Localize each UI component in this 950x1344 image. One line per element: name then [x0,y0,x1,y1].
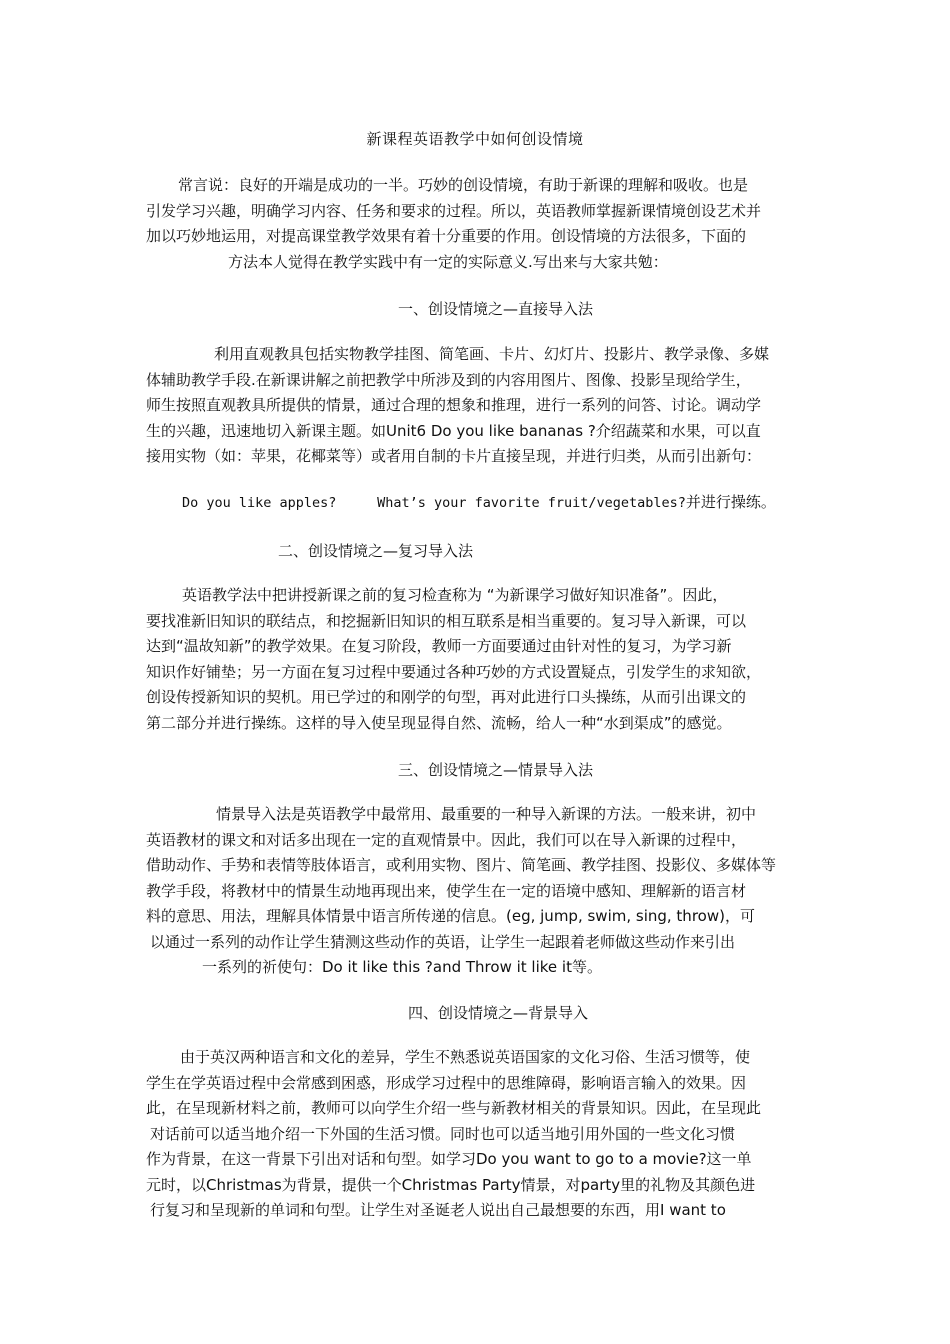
paragraph-line: 料的意思、用法，理解具体情景中语言所传递的信息。(eg, jump, swim, sing, throw)，可 [146,907,755,925]
section-heading: 四、创设情境之—背景导入 [408,1004,589,1022]
section-heading: 三、创设情境之—情景导入法 [398,761,594,779]
paragraph-line: 一系列的祈使句：Do it like this ?and Throw it like it等。 [202,958,602,976]
section-heading: 一、创设情境之—直接导入法 [398,300,594,318]
intro-paragraph [146,173,814,275]
paragraph-line: 方法本人觉得在教学实践中有一定的实际意义.写出来与大家共勉： [228,252,668,271]
paragraph-line: 作为背景，在这一背景下引出对话和句型。如学习Do you want to go to a movie?这一单 [146,1150,752,1168]
paragraph-line: 行复习和呈现新的单词和句型。让学生对圣诞老人说出自己最想要的东西，用I want to [150,1201,726,1219]
paragraph-line: 体辅助教学手段.在新课讲解之前把教学中所涉及到的内容用图片、图像、投影呈现给学生， [146,370,751,389]
document-title: 新课程英语教学中如何创设情境 [366,130,584,148]
paragraph-line: 达到“温故知新”的教学效果。在复习阶段，教师一方面要通过由针对性的复习，为学习新 [146,637,732,655]
example-sentences [182,491,776,512]
paragraph-line: 第二部分并进行操练。这样的导入使呈现显得自然、流畅，给人一种“水到渠成”的感觉。 [146,713,732,732]
paragraph-line: 此，在呈现新材料之前，教师可以向学生介绍一些与新教材相关的背景知识。因此，在呈现此 [146,1099,762,1117]
section-paragraph [146,342,814,470]
section-paragraph [146,1045,814,1224]
paragraph-line: 元时，以Christmas为背景，提供一个Christmas Party情景，对party里的礼物及其颜色进 [146,1175,756,1194]
section-heading: 二、创设情境之—复习导入法 [278,542,474,560]
paragraph-line: 利用直观教具包括实物教学挂图、简笔画、卡片、幻灯片、投影片、教学录像、多媒 [214,345,770,363]
paragraph-line: 借助动作、手势和表情等肢体语言，或利用实物、图片、简笔画、教学挂图、投影仪、多媒体等 [146,856,777,874]
paragraph-line: 对话前可以适当地介绍一下外国的生活习惯。同时也可以适当地引用外国的一些文化习惯 [150,1124,736,1143]
paragraph-line: 引发学习兴趣，明确学习内容、任务和要求的过程。所以，英语教师掌握新课情境创设艺术并 [146,201,762,220]
paragraph-line: 创设传授新知识的契机。用已学过的和刚学的句型，再对此进行口头操练，从而引出课文的 [146,688,747,706]
paragraph-line: 要找准新旧知识的联结点，和挖掘新旧知识的相互联系是相当重要的。复习导入新课，可以 [146,611,747,630]
example-english: Do you like apples? What’s your favorite fruit/vegetables? [182,495,686,511]
paragraph-line: 知识作好铺垫；另一方面在复习过程中要通过各种巧妙的方式设置疑点，引发学生的求知欲， [146,662,762,681]
section-paragraph [146,583,814,736]
paragraph-line: 加以巧妙地运用，对提高课堂教学效果有着十分重要的作用。创设情境的方法很多，下面的 [146,227,747,245]
paragraph-line: 接用实物（如：苹果，花椰菜等）或者用自制的卡片直接呈现，并进行归类，从而引出新句： [146,447,762,465]
paragraph-line: 由于英汉两种语言和文化的差异，学生不熟悉说英语国家的文化习俗、生活习惯等，使 [180,1048,751,1066]
paragraph-line: 常言说：良好的开端是成功的一半。巧妙的创设情境，有助于新课的理解和吸收。也是 [178,176,749,194]
example-chinese: 并进行操练。 [685,493,776,511]
paragraph-line: 师生按照直观教具所提供的情景，通过合理的想象和推理，进行一系列的问答、讨论。调动学 [146,396,762,414]
paragraph-line: 学生在学英语过程中会常感到困惑，形成学习过程中的思维障碍，影响语言输入的效果。因 [146,1073,747,1092]
paragraph-line: 情景导入法是英语教学中最常用、最重要的一种导入新课的方法。一般来讲，初中 [216,805,757,823]
paragraph-line: 以通过一系列的动作让学生猜测这些动作的英语，让学生一起跟着老师做这些动作来引出 [150,932,736,951]
paragraph-line: 英语教学法中把讲授新课之前的复习检查称为 “为新课学习做好知识准备”。因此， [182,586,728,604]
section-paragraph [146,802,814,981]
paragraph-line: 教学手段，将教材中的情景生动地再现出来，使学生在一定的语境中感知、理解新的语言材 [146,881,747,900]
paragraph-line: 生的兴趣，迅速地切入新课主题。如Unit6 Do you like bananas ?介绍蔬菜和水果，可以直 [146,421,761,440]
paragraph-line: 英语教材的课文和对话多出现在一定的直观情景中。因此，我们可以在导入新课的过程中， [146,830,747,849]
